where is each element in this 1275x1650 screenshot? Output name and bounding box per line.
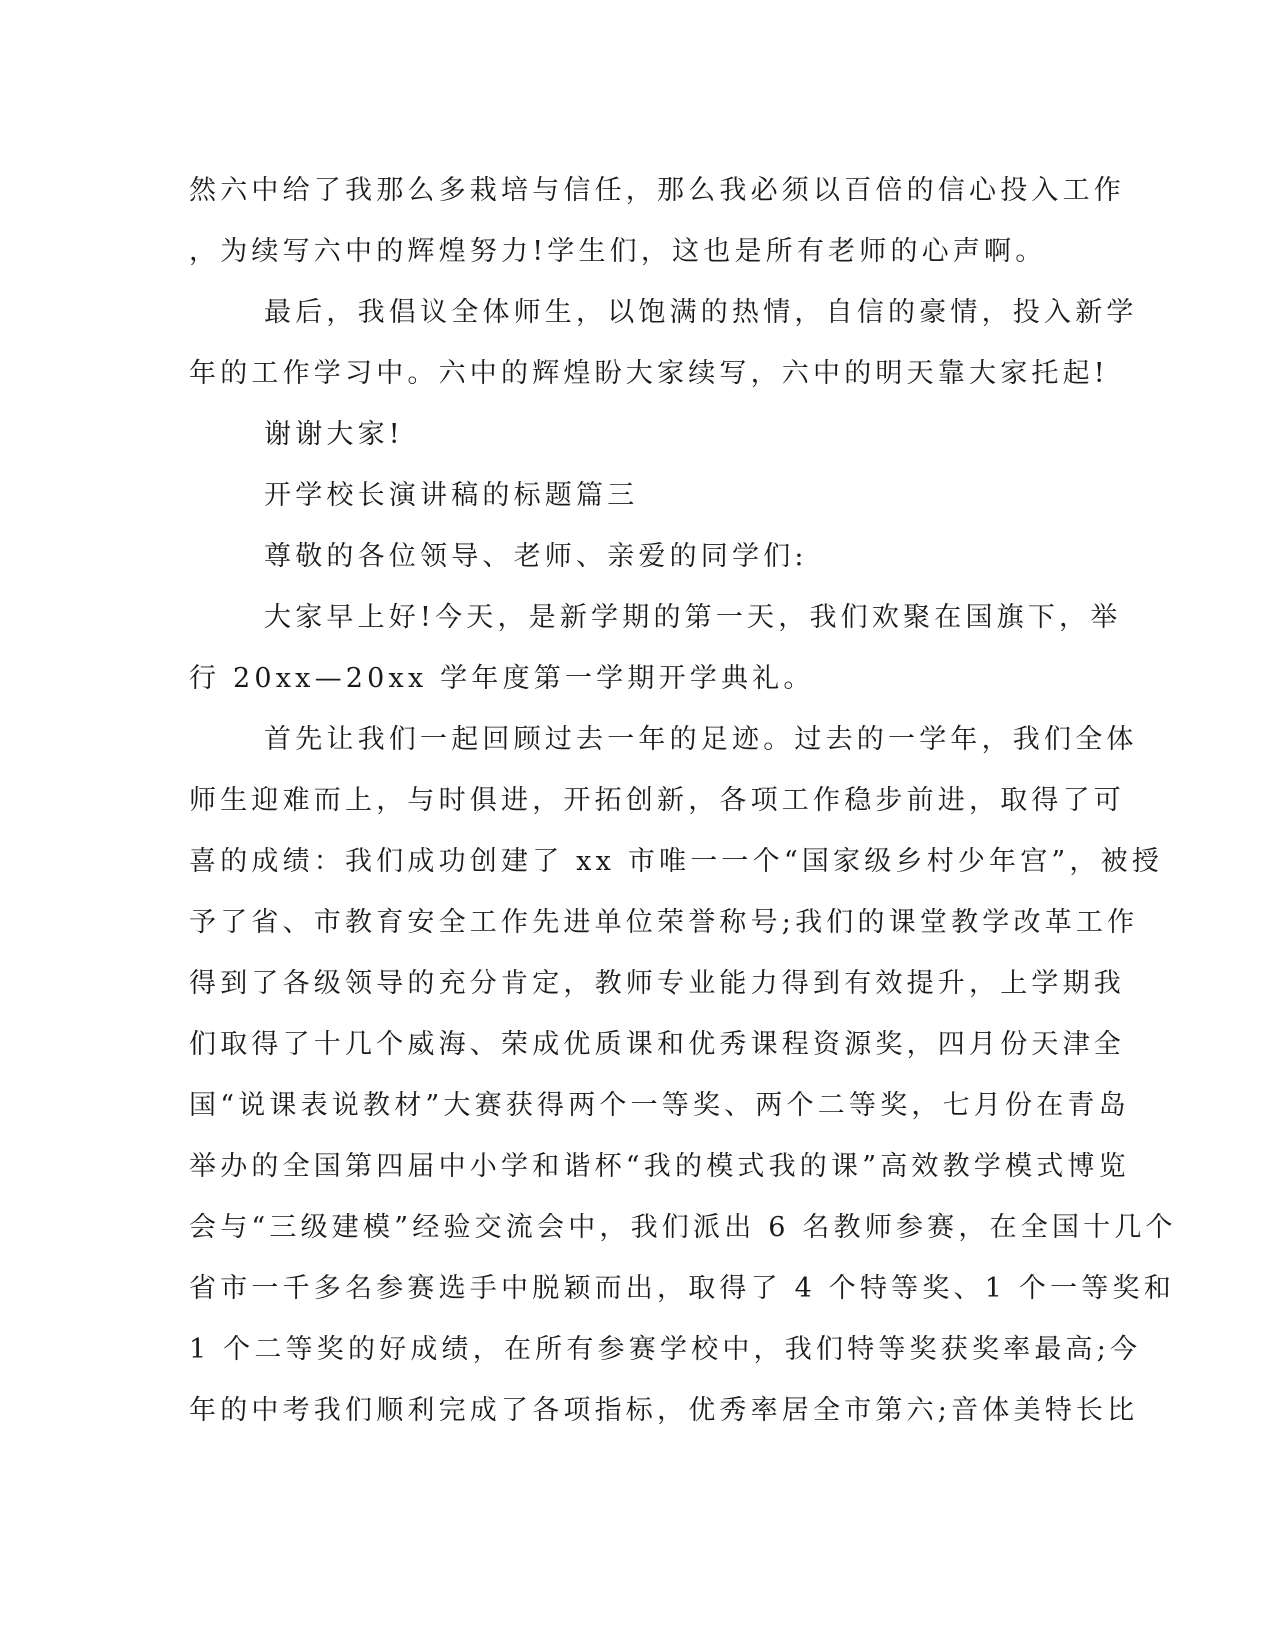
text-line: 谢谢大家! [264,419,404,450]
text-line: ，为续写六中的辉煌努力!学生们，这也是所有老师的心声啊。 [189,236,1047,267]
text-line: 然六中给了我那么多栽培与信任，那么我必须以百倍的信心投入工作 [189,175,1125,206]
text-line: 师生迎难而上，与时俱进，开拓创新，各项工作稳步前进，取得了可 [189,785,1125,816]
text-line: 举办的全国第四届中小学和谐杯“我的模式我的课”高效教学模式博览 [189,1151,1130,1182]
text-line: 大家早上好!今天，是新学期的第一天，我们欢聚在国旗下，举 [264,602,1122,633]
text-line: 予了省、市教育安全工作先进单位荣誉称号;我们的课堂教学改革工作 [189,907,1139,938]
text-line: 开学校长演讲稿的标题篇三 [264,480,639,511]
body-text [189,160,1177,1441]
text-line: 年的工作学习中。六中的辉煌盼大家续写，六中的明天靠大家托起! [189,358,1109,389]
text-line: 们取得了十几个威海、荣成优质课和优秀课程资源奖，四月份天津全 [189,1029,1125,1060]
text-line: 最后，我倡议全体师生，以饱满的热情，自信的豪情，投入新学 [264,297,1138,328]
text-line: 得到了各级领导的充分肯定，教师专业能力得到有效提升，上学期我 [189,968,1125,999]
text-line: 行 20xx—20xx 学年度第一学期开学典礼。 [189,663,815,694]
text-line: 省市一千多名参赛选手中脱颖而出，取得了 4 个特等奖、1 个一等奖和 [189,1273,1175,1304]
text-line: 尊敬的各位领导、老师、亲爱的同学们: [264,541,808,572]
text-line: 年的中考我们顺利完成了各项指标，优秀率居全市第六;音体美特长比 [189,1395,1139,1426]
text-line: 会与“三级建模”经验交流会中，我们派出 6 名教师参赛，在全国十几个 [189,1212,1177,1243]
text-line: 国“说课表说教材”大赛获得两个一等奖、两个二等奖，七月份在青岛 [189,1090,1130,1121]
text-line: 首先让我们一起回顾过去一年的足迹。过去的一学年，我们全体 [264,724,1138,755]
text-line: 1 个二等奖的好成绩，在所有参赛学校中，我们特等奖获奖率最高;今 [189,1334,1142,1365]
text-line: 喜的成绩：我们成功创建了 xx 市唯一一个“国家级乡村少年宫”，被授 [189,846,1164,877]
